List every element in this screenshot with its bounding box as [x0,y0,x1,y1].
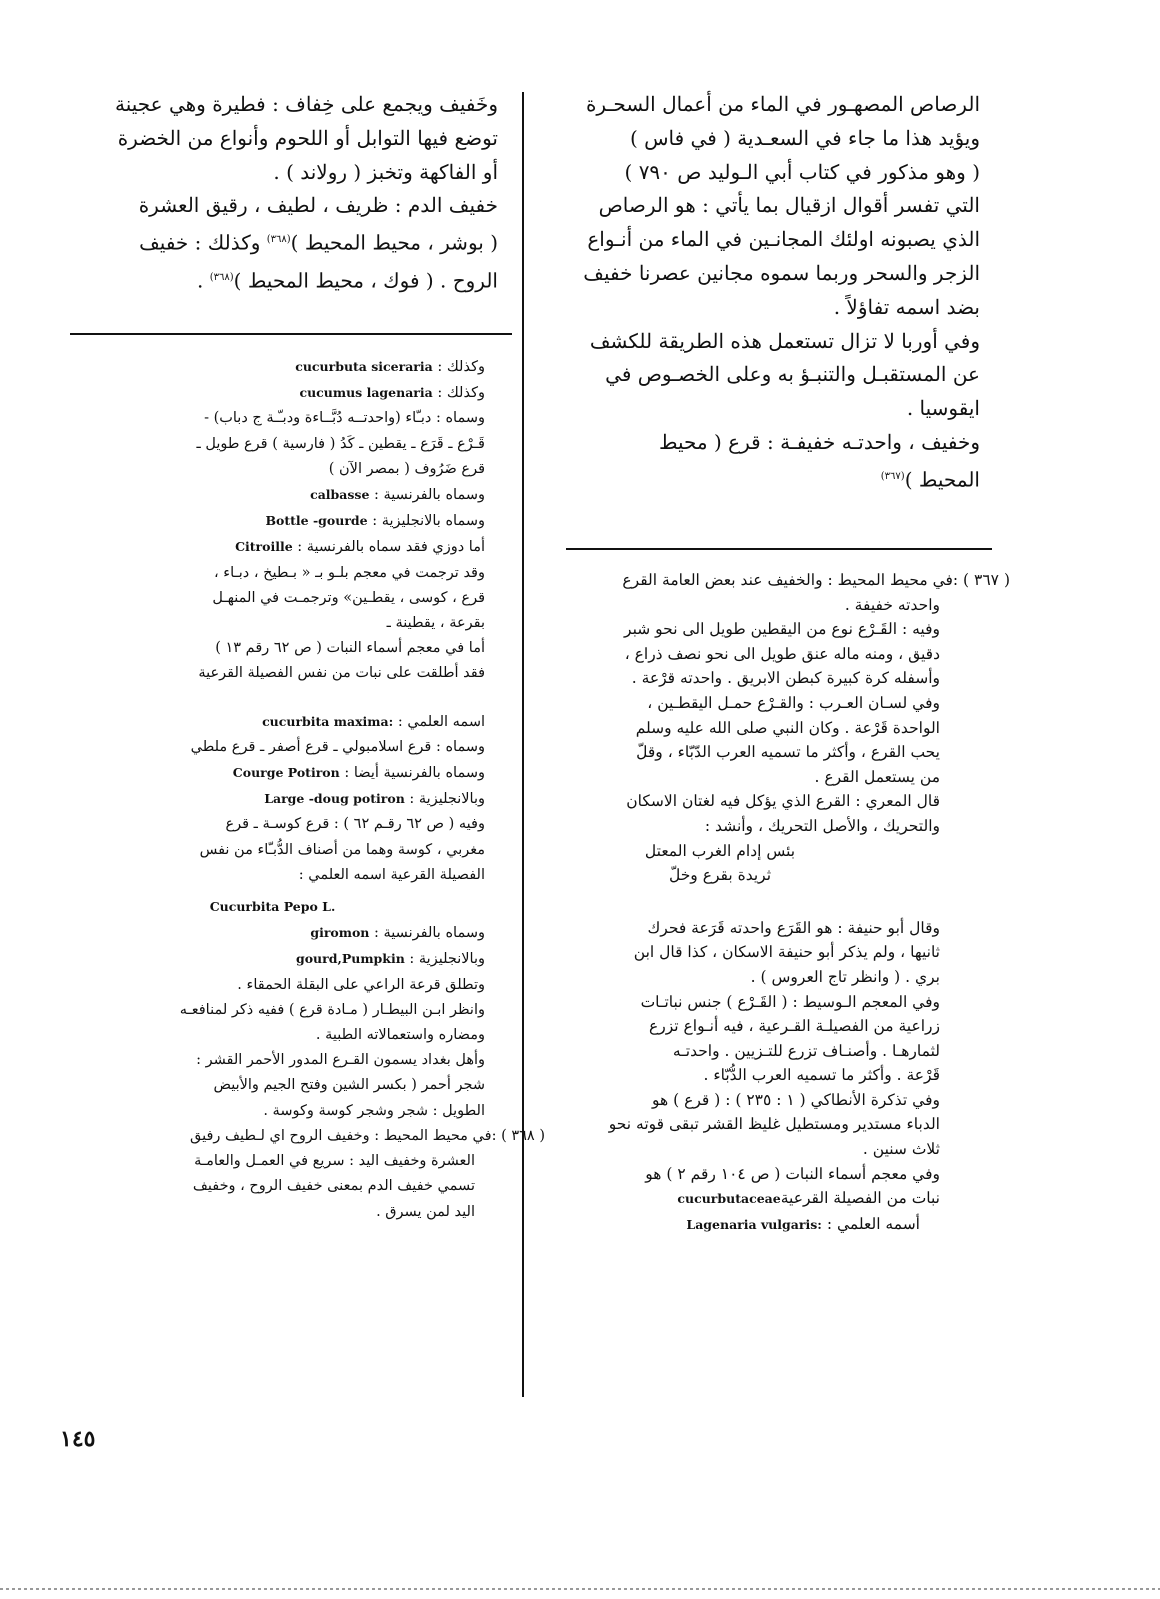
text-line: زراعية من الفصيلـة القـرعية ، فيه أنـواع تزرع [649,1017,940,1036]
text-span: . [197,268,210,293]
text-line: قرع ضَرُوف ( بمصر الآن ) [328,460,485,477]
text-line [60,920,485,946]
text-span: وكذلك : [437,359,485,375]
footnote-rule-right [566,548,992,550]
text-line: مغربي ، كوسة وهما من أصناف الدُّبـّاء من نفس [199,841,485,858]
text-line [60,534,485,560]
text-line: ومضاره واستعمالاته الطبية . [315,1027,485,1044]
text-line: وفي معجم أسماء النبات ( ص ١٠٤ رقم ٢ ) هو [645,1164,940,1183]
footnote-rule-left [70,333,512,335]
latin-term: Citroille [235,539,293,555]
verse-line: بئس إدام الغرب المعتل [644,841,796,860]
latin-term: Large -doug potiron [264,791,405,807]
text-line: التي تفسر أقوال ازقيال بما يأتي : هو الرصاص [598,193,980,218]
text-line [60,380,485,406]
text-line: وفي المعجم الـوسيط : ( القَـرْع ) جنس نباتـات [640,992,940,1011]
text-line: وسماه : دبـّاء (واحدتــه دُبَّــاءة ودبـّـة ج دباب) - [204,410,485,427]
text-line: وسماه : قرع اسلامبولي ـ قرع أصفر ـ قرع ملطي [190,738,485,755]
text-line: قَـرْع ـ قَرَع ـ يقطين ـ كَدُ ( فارسية ) قرع طويل ـ [196,435,485,452]
text-line [60,888,485,920]
text-line: بضد اسمه تفاؤلاً . [833,294,980,319]
text-line [60,709,485,735]
latin-term: giromon [310,925,370,941]
spacer [540,888,940,916]
column-divider [522,92,524,1397]
text-line [540,568,1010,593]
latin-term: Lagenaria vulgaris: [686,1216,822,1232]
text-line: لثمارهـا . وأصنـاف تزرع للتـزيين . واحدتـه [672,1041,940,1060]
scan-edge-dots [0,1588,1160,1590]
text-line: أو الفاكهة وتخبز ( رولاند ) . [273,159,498,184]
verse-line: ثريدة بقرع وخلّ [668,866,772,885]
text-line [60,760,485,786]
text-line: والتحريك ، والأصل التحريك ، وأنشد : [704,816,940,835]
text-line: الرصاص المصهـور في الماء من أعمال السحـرة [585,92,980,116]
text-line: توضع فيها التوابل أو اللحوم وأنواع من الخضرة [117,125,498,150]
text-span: في محيط المحيط : والخفيف عند بعض العامة القرع [622,571,953,589]
text-span: وسماه بالفرنسية : [374,925,485,942]
text-line: وفيه : القَـرْع نوع من اليقطين طويل الى نحو شبر [624,620,940,639]
text-line: قرع ، كوسى ، يقطـين» وترجمـت في المنهـل [212,589,485,606]
text-line: عن المستقبـل والتنبـؤ به وعلى الخصـوص في [605,362,980,387]
text-span: ( بوشر ، محيط المحيط ) [290,230,498,255]
latin-term: cucumus lagenaria [299,385,433,401]
text-line: دقيق ، ومنه ماله عنق طويل الى نحو نصف ذراع ، [624,644,940,663]
left-column-top [78,88,498,298]
right-column-top [560,88,980,497]
text-line: وفي لسـان العـرب : والقـرْع حمـل اليقطـين ، [647,693,940,712]
text-line: وفي أوربا لا تزال تستعمل هذه الطريقة للكشف [589,328,980,353]
footnote-number: ( ٣٦٧ ) : [952,571,1010,589]
text-line: وتطلق قرعة الراعي على البقلة الحمقاء . [237,976,485,993]
text-line [60,482,485,508]
footnote-number: ( ٣٦٨ ) : [491,1127,545,1144]
text-line: ويؤيد هذا ما جاء في السعـدية ( في فاس ) [629,125,980,150]
text-line: بقرعة ، يقطينة ـ [386,615,485,632]
text-line [60,354,485,380]
text-line: العشرة وخفيف اليد : سريع في العمـل والعامـة [194,1153,475,1170]
text-line: وفي تذكرة الأنطاكي ( ١ : ٢٣٥ ) : ( قرع ) هو [652,1090,940,1109]
text-line: قَرْعة . وأكثر ما تسميه العرب الدُّبّاء . [703,1066,940,1085]
latin-term: Cucurbita Pepo L. [209,899,336,915]
footnote-ref: (٣٦٨) [209,271,234,283]
text-line [560,460,980,497]
text-line [540,1186,940,1212]
text-span: وسماه بالفرنسية أيضا : [344,765,485,782]
text-span: المحيط ) [904,467,980,492]
text-line: وأسفله كرة كبيرة كبطن الابريق . واحدته قرْعة . [631,669,940,688]
text-line [60,786,485,812]
text-line [78,223,498,260]
text-line: بري . ( وانظر تاج العروس ) . [750,967,940,986]
text-line: خفيف الدم : ظريف ، لطيف ، رقيق العشرة [138,193,498,218]
text-line [540,1212,940,1238]
left-column-bottom [60,354,545,1225]
text-span: الروح . ( فوك ، محيط المحيط ) [233,268,498,293]
text-line: ثلاث سنين . [862,1140,940,1159]
latin-term: cucurbita maxima: [262,713,394,729]
text-line: وقد ترجمت في معجم بلـو بـ « بـطيخ ، دبـاء ، [213,564,485,581]
text-line: وفيه ( ص ٦٢ رقـم ٦٢ ) : قرع كوسـة ـ قرع [225,816,485,833]
text-line [78,261,498,298]
text-line: الواحدة قَرْعة . وكان النبي صلى الله عليه وسلم [635,718,940,737]
text-line: وأهل بغداد يسمون القـرع المدور الأحمر القشر : [196,1052,485,1069]
text-span: أسمه العلمي : [826,1214,920,1233]
text-line: فقد أطلقت على نبات من نفس الفصيلة القرعية [198,665,485,682]
text-line: وقال أبو حنيفة : هو القَرَع واحدته قَرَعة فحرك [647,918,940,937]
text-line: اليد لمن يسرق . [376,1203,475,1220]
text-line: من يستعمل القرع . [814,767,940,786]
latin-term: calbasse [310,487,370,503]
footnote-367 [540,568,1010,1237]
text-line [60,1124,545,1149]
footnote-body [540,593,1010,1238]
text-line: وانظر ابـن البيطـار ( مـادة قرع ) ففيه ذكر لمنافعـه [179,1001,485,1018]
footnote-ref: (٣٦٨) [266,234,291,246]
text-line: الذي يصبونه اولئك المجانـين في الماء من أنـواع [587,227,980,252]
text-span: وكذلك : خفيف [139,230,267,255]
text-line: تسمي خفيف الدم بمعنى خفيف الروح ، وخفيف [192,1178,475,1195]
text-line: الفصيلة القرعية اسمه العلمي : [298,866,485,883]
text-line [60,946,485,972]
text-span: نبات من الفصيلة القرعية [780,1189,940,1208]
text-line: وخَفيف ويجمع على خِفاف : فطيرة وهي عجينة [114,92,498,116]
text-line: يحب القرع ، وأكثر ما تسميه العرب الدّبّاء ، وقلّ [636,743,940,762]
text-line: أما في معجم أسماء النبات ( ص ٦٢ رقم ١٣ ) [215,640,485,657]
text-line: الزجر والسحر وربما سموه مجانين عصرنا خفيف [583,260,980,285]
text-span: وكذلك : [437,385,485,402]
spacer [60,687,485,709]
continuation-block [60,354,505,1124]
text-line: ( وهو مذكور في كتاب أبي الـوليد ص ٧٩٠ ) [624,159,980,184]
latin-term: Bottle -gourde [265,513,368,529]
latin-term: gourd,Pumpkin [295,951,405,967]
text-line: وخفيف ، واحدتـه خفيفـة : قرع ( محيط [659,429,980,454]
text-line: شجر أحمر ( بكسر الشين وفتح الجيم والأبيض [213,1077,485,1094]
text-line: ثانيها ، ولم يذكر أبو حنيفة الاسكان ، كذا قال ابن [633,943,940,962]
latin-term: Courge Potiron [232,765,340,781]
text-span: في محيط المحيط : وخفيف الروح اي لـطيف رفيق [189,1127,492,1144]
text-span: وبالانجليزية : [409,951,485,968]
text-line: واحدته خفيفة . [844,595,940,614]
text-line: قال المعري : القرع الذي يؤكل فيه لغتان الاسكان [626,792,940,811]
text-line: الطويل : شجر وشجر كوسة وكوسة . [263,1102,485,1119]
text-line [60,508,485,534]
footnote-ref: (٣٦٧) [880,470,905,482]
text-span: وسماه بالانجليزية : [372,513,485,530]
latin-term: cucurbuta siceraria [295,359,433,374]
text-span: اسمه العلمي : [397,713,485,730]
text-line: ايقوسيا . [906,396,980,421]
text-span: وبالانجليزية : [409,791,485,808]
page-number: ١٤٥ [60,1426,96,1452]
text-line: الدباء مستدير ومستطيل غليظ القشر تبقى قوته نحو [608,1115,940,1134]
latin-term: cucurbutaceae [677,1191,781,1207]
text-span: أما دوزي فقد سماه بالفرنسية : [297,539,485,556]
footnote-368-body [60,1149,505,1225]
text-span: وسماه بالفرنسية : [374,487,485,504]
